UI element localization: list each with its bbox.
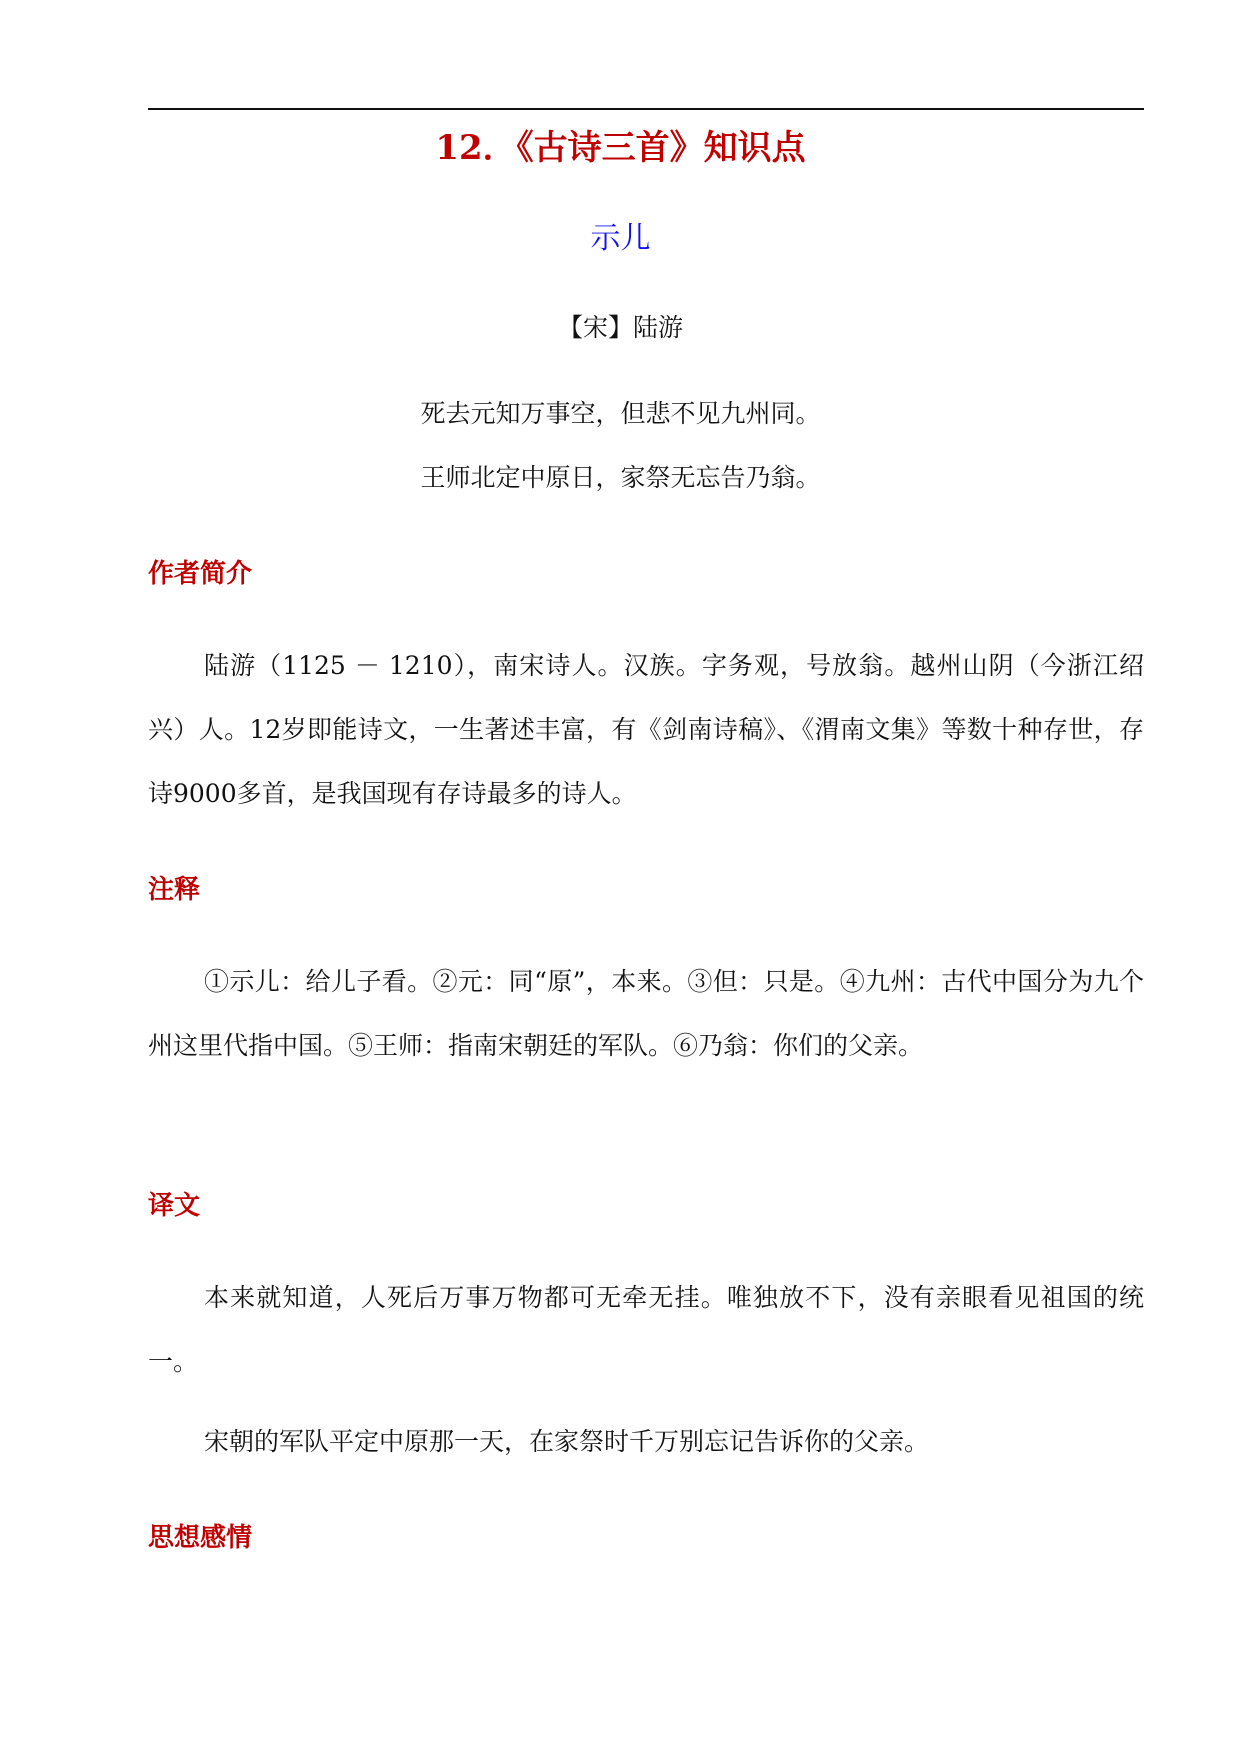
translation-paragraph-1: 本来就知道，人死后万事万物都可无牵无挂。唯独放不下，没有亲眼看见祖国的统一。 [148,1283,1144,1376]
document-title: 12．《古诗三首》知识点 [435,128,806,168]
translation-paragraph-2: 宋朝的军队平定中原那一天，在家祭时千万别忘记告诉你的父亲。 [204,1427,930,1456]
header-rule [148,108,1144,110]
poem-author: 【宋】陆游 [557,313,683,342]
poem-line-2: 王师北定中原日，家祭无忘告乃翁。 [420,463,821,492]
section-heading-thoughts: 思想感情 [148,1523,253,1553]
author-intro-paragraph: 陆游（1125 － 1210），南宋诗人。汉族。字务观，号放翁。越州山阴（今浙江绍兴）人。12岁即能诗文，一生著述丰富，有《剑南诗稿》、《渭南文集》等数十种存世，存诗9000多首，是我国现有存诗最多的诗人。 [148,651,1144,808]
section-heading-translation: 译文 [148,1191,201,1221]
poem-line-1: 死去元知万事空，但悲不见九州同。 [420,399,821,428]
poem-title: 示儿 [590,221,651,256]
notes-paragraph: ①示儿：给儿子看。②元：同“原”，本来。③但：只是。④九州：古代中国分为九个州这里代指中国。⑤王师：指南宋朝廷的军队。⑥乃翁：你们的父亲。 [148,967,1144,1060]
section-heading-author-intro: 作者简介 [148,559,253,589]
section-heading-notes: 注释 [148,875,201,905]
